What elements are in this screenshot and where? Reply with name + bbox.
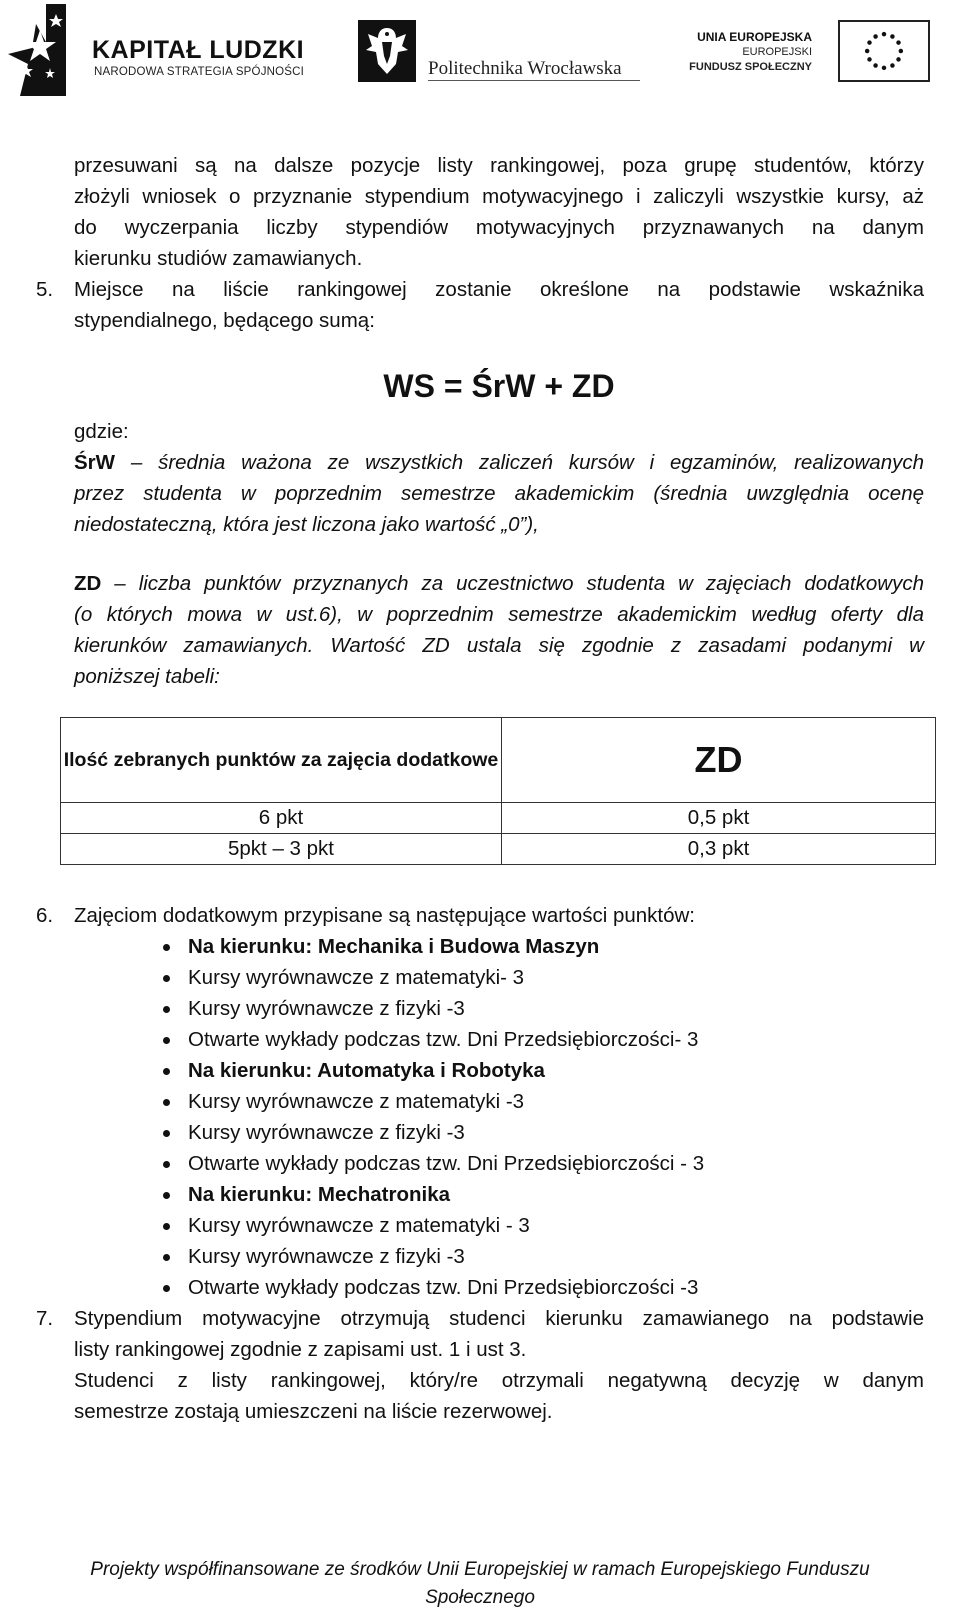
table-header-points: Ilość zebranych punktów za zajęcia dodatkowe: [61, 718, 502, 803]
bullet-text: Otwarte wykłady podczas tzw. Dni Przedsiębiorczości- 3: [188, 1028, 699, 1051]
bullet-icon: [163, 1130, 170, 1137]
bullet-item: [74, 1148, 924, 1179]
continuation-line: złożyli wniosek o przyznanie stypendium motywacyjnego i zaliczyli wszystkie kursy, aż: [74, 185, 924, 208]
zd-term: ZD: [74, 572, 102, 595]
bullet-text: Kursy wyrównawcze z matematyki -3: [188, 1090, 525, 1113]
bullet-icon: [163, 975, 170, 982]
item-5: [36, 274, 924, 336]
page-header: [0, 0, 960, 100]
bullet-item: [74, 962, 924, 993]
item-6-intro: Zajęciom dodatkowym przypisane są następujące wartości punktów:: [74, 904, 695, 927]
srw-definition-line: przez studenta w poprzednim semestrze akademickim (średnia uwzględnia ocenę: [74, 482, 924, 505]
bullet-list: [74, 931, 924, 1303]
bullet-text: Kursy wyrównawcze z matematyki - 3: [188, 1214, 530, 1237]
table-header-row: [61, 718, 936, 803]
eu-logo: [690, 20, 930, 84]
eu-line3: FUNDUSZ SPOŁECZNY: [689, 61, 812, 73]
bullet-item: [74, 1086, 924, 1117]
srw-definition-line: [74, 447, 924, 478]
bullet-text: Kursy wyrównawcze z matematyki- 3: [188, 966, 525, 989]
zd-definition-line: [74, 568, 924, 599]
table-cell-zd: 0,5 pkt: [502, 803, 936, 834]
bullet-item: [74, 1272, 924, 1303]
bullet-icon: [163, 1161, 170, 1168]
srw-term: ŚrW: [74, 451, 115, 474]
footer-line: Społecznego: [425, 1587, 535, 1608]
table-row: [61, 803, 936, 834]
kapital-ludzki-logo: [6, 4, 306, 96]
zd-definition-line: (o których mowa w ust.6), w poprzednim semestrze akademickim według oferty dla: [74, 603, 924, 626]
continuation-line: przesuwani są na dalsze pozycje listy rankingowej, poza grupę studentów, którzy: [74, 154, 924, 177]
kapital-ludzki-emblem-icon: [6, 4, 78, 96]
bullet-item: [74, 1117, 924, 1148]
zd-definition-line: kierunków zamawianych. Wartość ZD ustala się zgodnie z zasadami podanymi w: [74, 634, 924, 657]
bullet-text: Kursy wyrównawcze z fizyki -3: [188, 1245, 465, 1268]
item-6: [36, 900, 924, 931]
item-number: 6.: [36, 904, 54, 927]
item-number: 7.: [36, 1307, 54, 1330]
bullet-text: Kursy wyrównawcze z fizyki -3: [188, 1121, 465, 1144]
bullet-item: [74, 1210, 924, 1241]
politechnika-eagle-icon: [358, 20, 416, 82]
document-body: [36, 150, 924, 692]
zd-definition-line: poniższej tabeli:: [74, 665, 220, 688]
bullet-item: [74, 1179, 924, 1210]
continuation-line: do wyczerpania liczby stypendiów motywacyjnych przyznawanych na danym: [74, 216, 924, 239]
item-5-line: stypendialnego, będącego sumą:: [74, 309, 375, 332]
bullet-item: [74, 993, 924, 1024]
bullet-icon: [163, 944, 170, 951]
item-7: [36, 1303, 924, 1427]
bullet-text: Na kierunku: Mechanika i Budowa Maszyn: [188, 935, 600, 958]
srw-definition-line: niedostateczną, która jest liczona jako wartość „0”),: [74, 513, 539, 536]
eu-line2: EUROPEJSKI: [742, 46, 812, 58]
formula: WS = ŚrW + ZD: [383, 368, 615, 404]
bullet-icon: [163, 1254, 170, 1261]
bullet-icon: [163, 1285, 170, 1292]
table-cell-points: 6 pkt: [61, 803, 502, 834]
footer-line: Projekty współfinansowane ze środków Unii Europejskiej w ramach Europejskiego Funduszu: [90, 1559, 870, 1580]
gdzie-label: gdzie:: [74, 420, 129, 443]
politechnika-logo: [358, 20, 648, 86]
eu-flag-icon: [838, 20, 930, 82]
politechnika-name: Politechnika Wrocławska: [428, 58, 622, 79]
bullet-icon: [163, 1099, 170, 1106]
bullet-item: [74, 1024, 924, 1055]
srw-text: – średnia ważona ze wszystkich zaliczeń kursów i egzaminów, realizowanych: [115, 451, 924, 474]
bullet-text: Na kierunku: Mechatronika: [188, 1183, 451, 1206]
bullet-text: Otwarte wykłady podczas tzw. Dni Przedsiębiorczości -3: [188, 1276, 699, 1299]
bullet-text: Kursy wyrównawcze z fizyki -3: [188, 997, 465, 1020]
table-header-zd: ZD: [502, 718, 936, 803]
zd-points-table: [60, 717, 936, 865]
zd-text: – liczba punktów przyznanych za uczestnictwo studenta w zajęciach dodatkowych: [101, 572, 924, 595]
bullet-item: [74, 1241, 924, 1272]
kapital-ludzki-title: KAPITAŁ LUDZKI: [92, 36, 305, 64]
item-7-line: semestrze zostają umieszczeni na liście rezerwowej.: [74, 1400, 553, 1423]
continuation-line: kierunku studiów zamawianych.: [74, 247, 363, 270]
page-footer: [0, 1556, 960, 1612]
kapital-ludzki-subtitle: NARODOWA STRATEGIA SPÓJNOŚCI: [94, 66, 305, 78]
bullet-text: Na kierunku: Automatyka i Robotyka: [188, 1059, 545, 1082]
spacer: [74, 540, 924, 568]
bullet-icon: [163, 1068, 170, 1075]
bullet-icon: [163, 1006, 170, 1013]
table-cell-zd: 0,3 pkt: [502, 834, 936, 865]
item-number: 5.: [36, 278, 54, 301]
table-cell-points: 5pkt – 3 pkt: [61, 834, 502, 865]
table-row: [61, 834, 936, 865]
politechnika-underline: [428, 80, 640, 81]
eu-line1: UNIA EUROPEJSKA: [697, 30, 812, 44]
bullet-icon: [163, 1037, 170, 1044]
bullet-icon: [163, 1192, 170, 1199]
bullet-item: [74, 931, 924, 962]
bullet-item: [74, 1055, 924, 1086]
bullet-text: Otwarte wykłady podczas tzw. Dni Przedsiębiorczości - 3: [188, 1152, 705, 1175]
item-5-line: Miejsce na liście rankingowej zostanie określone na podstawie wskaźnika: [74, 278, 924, 301]
item-7-line: Studenci z listy rankingowej, który/re otrzymali negatywną decyzję w danym: [74, 1369, 924, 1392]
section-6-7: [36, 900, 924, 1427]
item-7-line: Stypendium motywacyjne otrzymują studenci kierunku zamawianego na podstawie: [74, 1307, 924, 1330]
item-7-line: listy rankingowej zgodnie z zapisami ust. 1 i ust 3.: [74, 1338, 527, 1361]
bullet-icon: [163, 1223, 170, 1230]
